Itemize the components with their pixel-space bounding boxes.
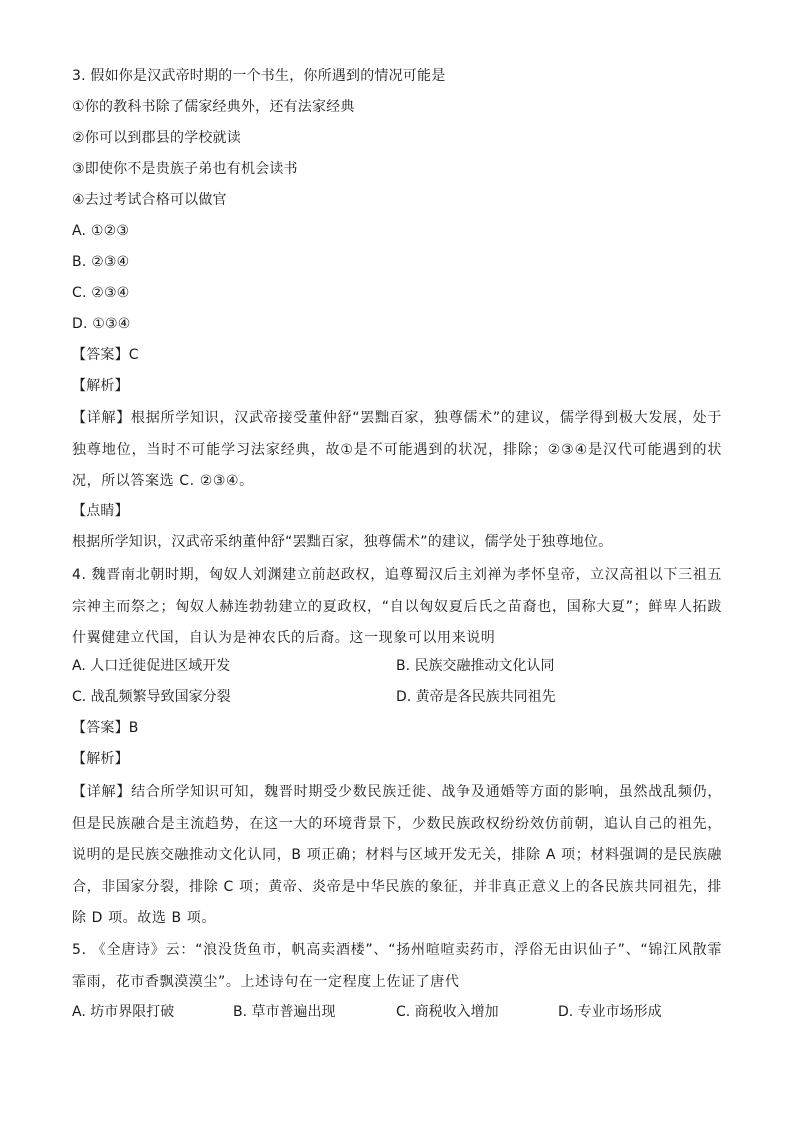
q3-detail: 【详解】根据所学知识，汉武帝接受董仲舒“罢黜百家，独尊儒术”的建议，儒学得到极大发展，处于独尊地位，当时不可能学习法家经典，故①是不可能遇到的状况，排除；②③④是汉代可能遇到的状况，所以答案选 C. ②③④。: [72, 410, 722, 489]
q3-option-d: D. ①③④: [72, 316, 131, 332]
q5-option-a: A. 坊市界限打破: [72, 1004, 175, 1020]
q4-stem: 4. 魏晋南北朝时期，匈奴人刘渊建立前赵政权，追尊蜀汉后主刘禅为孝怀皇帝，立汉高祖以下三祖五宗神主而祭之；匈奴人赫连勃勃建立的夏政权，“自以匈奴夏后氏之苗裔也，国称大夏”；鲜卑人拓跋什翼健建立代国，自认为是神农氏的后裔。这一现象可以用来说明: [72, 567, 722, 646]
q4-option-b: B. 民族交融推动文化认同: [396, 658, 555, 674]
q3-item-3: ③即使你不是贵族子弟也有机会读书: [72, 161, 298, 177]
q3-item-4: ④去过考试合格可以做官: [72, 192, 227, 208]
q3-tip-label: 【点睛】: [72, 503, 129, 519]
q3-tip: 根据所学知识，汉武帝采纳董仲舒“罢黜百家，独尊儒术”的建议，儒学处于独尊地位。: [72, 534, 613, 550]
q3-item-1: ①你的教科书除了儒家经典外，还有法家经典: [72, 99, 355, 115]
q5-option-b: B. 草市普遍出现: [233, 1004, 336, 1020]
q4-option-c: C. 战乱频繁导致国家分裂: [72, 689, 231, 705]
q3-option-c: C. ②③④: [72, 285, 130, 301]
q3-option-b: B. ②③④: [72, 254, 130, 270]
q3-stem: 3. 假如你是汉武帝时期的一个书生，你所遇到的情况可能是: [72, 68, 446, 84]
q4-analysis-label: 【解析】: [72, 751, 129, 767]
q3-option-a: A. ①②③: [72, 223, 130, 239]
q5-option-d: D. 专业市场形成: [558, 1004, 662, 1020]
q4-answer: 【答案】B: [72, 720, 139, 736]
q3-analysis-label: 【解析】: [72, 378, 129, 394]
q3-item-2: ②你可以到郡县的学校就读: [72, 130, 241, 146]
q4-option-a: A. 人口迁徙促进区域开发: [72, 658, 231, 674]
q5-option-c: C. 商税收入增加: [396, 1004, 499, 1020]
q4-option-d: D. 黄帝是各民族共同祖先: [396, 689, 556, 705]
q5-stem: 5. 《全唐诗》云：“浪没货鱼市，帆高卖酒楼”、“扬州喧喧卖药市，浮俗无由识仙子”、“锦江风散霏霏雨，花市香飘漠漠尘”。上述诗句在一定程度上佐证了唐代: [72, 942, 722, 990]
q3-answer: 【答案】C: [72, 347, 139, 363]
q4-detail: 【详解】结合所学知识可知，魏晋时期受少数民族迁徙、战争及通婚等方面的影响，虽然战乱频仍，但是民族融合是主流趋势，在这一大的环境背景下，少数民族政权纷纷效仿前朝，追认自己的祖先，说明的是民族交融推动文化认同，B 项正确；材料与区域开发无关，排除 A 项；材料强调的是民族融合，非国家分裂，排除 C 项；黄帝、炎帝是中华民族的象征，并非真正意义上的各民族共同祖先，排除 D 项。故选 B 项。: [72, 784, 722, 926]
